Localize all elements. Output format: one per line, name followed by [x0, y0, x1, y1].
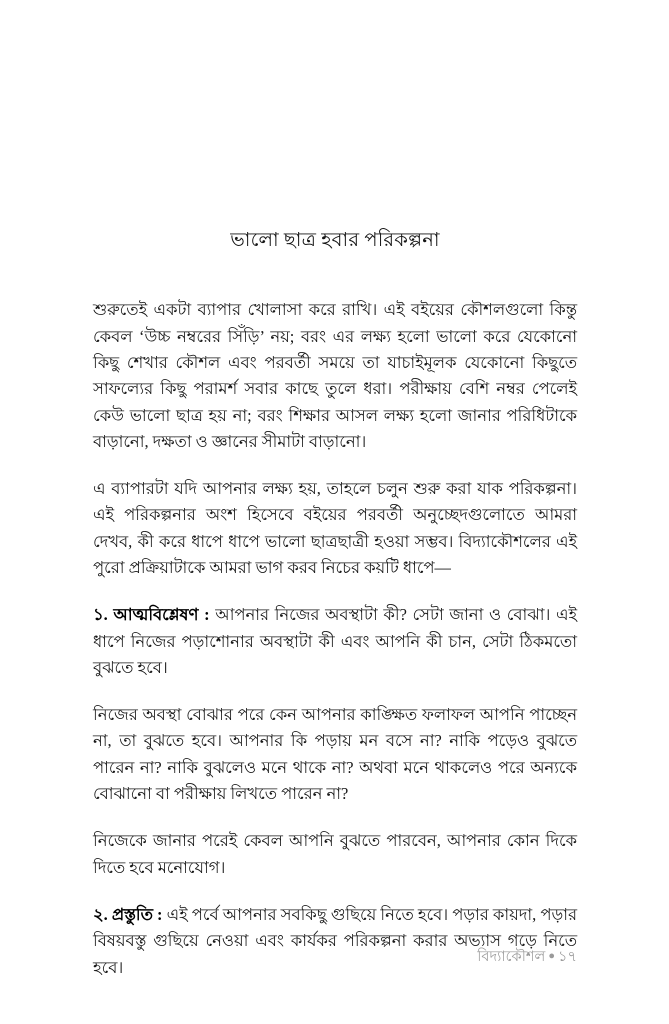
- footer-separator-dot-icon: ●: [548, 950, 556, 962]
- paragraph-intro: [93, 297, 577, 455]
- step-2-lead-label: ২. প্রস্তুতি :: [93, 904, 163, 924]
- step-1-text: আপনার নিজের অবস্থাটা কী? সেটা জানা ও বোঝা। এই ধাপে নিজের পড়াশোনার অবস্থাটা কী এবং আপনি কী চান, সেটা ঠিকমতো বুঝতে হবে।: [93, 605, 577, 677]
- step-1-closing-text: নিজেকে জানার পরেই কেবল আপনি বুঝতে পারবেন, আপনার কোন দিকে দিতে হবে মনোযোগ।: [93, 831, 577, 877]
- page-footer: [93, 946, 577, 967]
- page-content-column: [93, 0, 577, 981]
- step-2-text: এই পর্বে আপনার সবকিছু গুছিয়ে নিতে হবে। পড়ার কায়দা, পড়ার বিষয়বস্তু গুছিয়ে নেওয়া এবং কার্যকর পরিকল্পনা করার অভ্যাস গড়ে নিতে হবে।: [93, 904, 577, 977]
- page-title: ভালো ছাত্র হবার পরিকল্পনা: [230, 230, 440, 251]
- paragraph-step-1: [93, 602, 577, 681]
- paragraph-step-1-closing: [93, 828, 577, 881]
- paragraph-plan-overview: [93, 476, 577, 581]
- paragraph-step-2: [93, 902, 577, 981]
- paragraph-step-1-detail: [93, 702, 577, 807]
- footer-page-number: ১৭: [558, 949, 577, 965]
- step-1-lead-label: ১. আত্মবিশ্লেষণ :: [93, 605, 210, 625]
- paragraph-intro-text: শুরুতেই একটা ব্যাপার খোলাসা করে রাখি। এই বইয়ের কৌশলগুলো কিন্তু কেবল ‘উচ্চ নম্বরের সিঁড়ি’ নয়; বরং এর লক্ষ্য হলো ভালো করে যেকোনো কিছু শেখার কৌশল এবং পরবর্তী সময়ে তা যাচাইমূলক যেকোনো কিছুতে সাফল্যের কিছু পরামর্শ সবার কাছে তুলে ধরা। পরীক্ষায় বেশি নম্বর পেলেই কেউ ভালো ছাত্র হয় না; বরং শিক্ষার আসল লক্ষ্য হলো জানার পরিধিটাকে বাড়ানো, দক্ষতা ও জ্ঞানের সীমাটা বাড়ানো।: [93, 300, 577, 451]
- footer-book-title: বিদ্যাকৌশল: [477, 949, 546, 965]
- paragraph-plan-overview-text: এ ব্যাপারটা যদি আপনার লক্ষ্য হয়, তাহলে চলুন শুরু করা যাক পরিকল্পনা। এই পরিকল্পনার অংশ হিসেবে বইয়ের পরবর্তী অনুচ্ছেদগুলোতে আমরা দেখব, কী করে ধাপে ধাপে ভালো ছাত্রছাত্রী হওয়া সম্ভব। বিদ্যাকৌশলের এই পুরো প্রক্রিয়াটাকে আমরা ভাগ করব নিচের কয়টি ধাপে—: [93, 479, 577, 577]
- step-1-detail-text: নিজের অবস্থা বোঝার পরে কেন আপনার কাঙ্ক্ষিত ফলাফল আপনি পাচ্ছেন না, তা বুঝতে হবে। আপনার কি পড়ায় মন বসে না? নাকি পড়েও বুঝতে পারেন না? নাকি বুঝলেও মনে থাকে না? অথবা মনে থাকলেও পরে অন্যকে বোঝানো বা পরীক্ষায় লিখতে পারেন না?: [93, 705, 577, 804]
